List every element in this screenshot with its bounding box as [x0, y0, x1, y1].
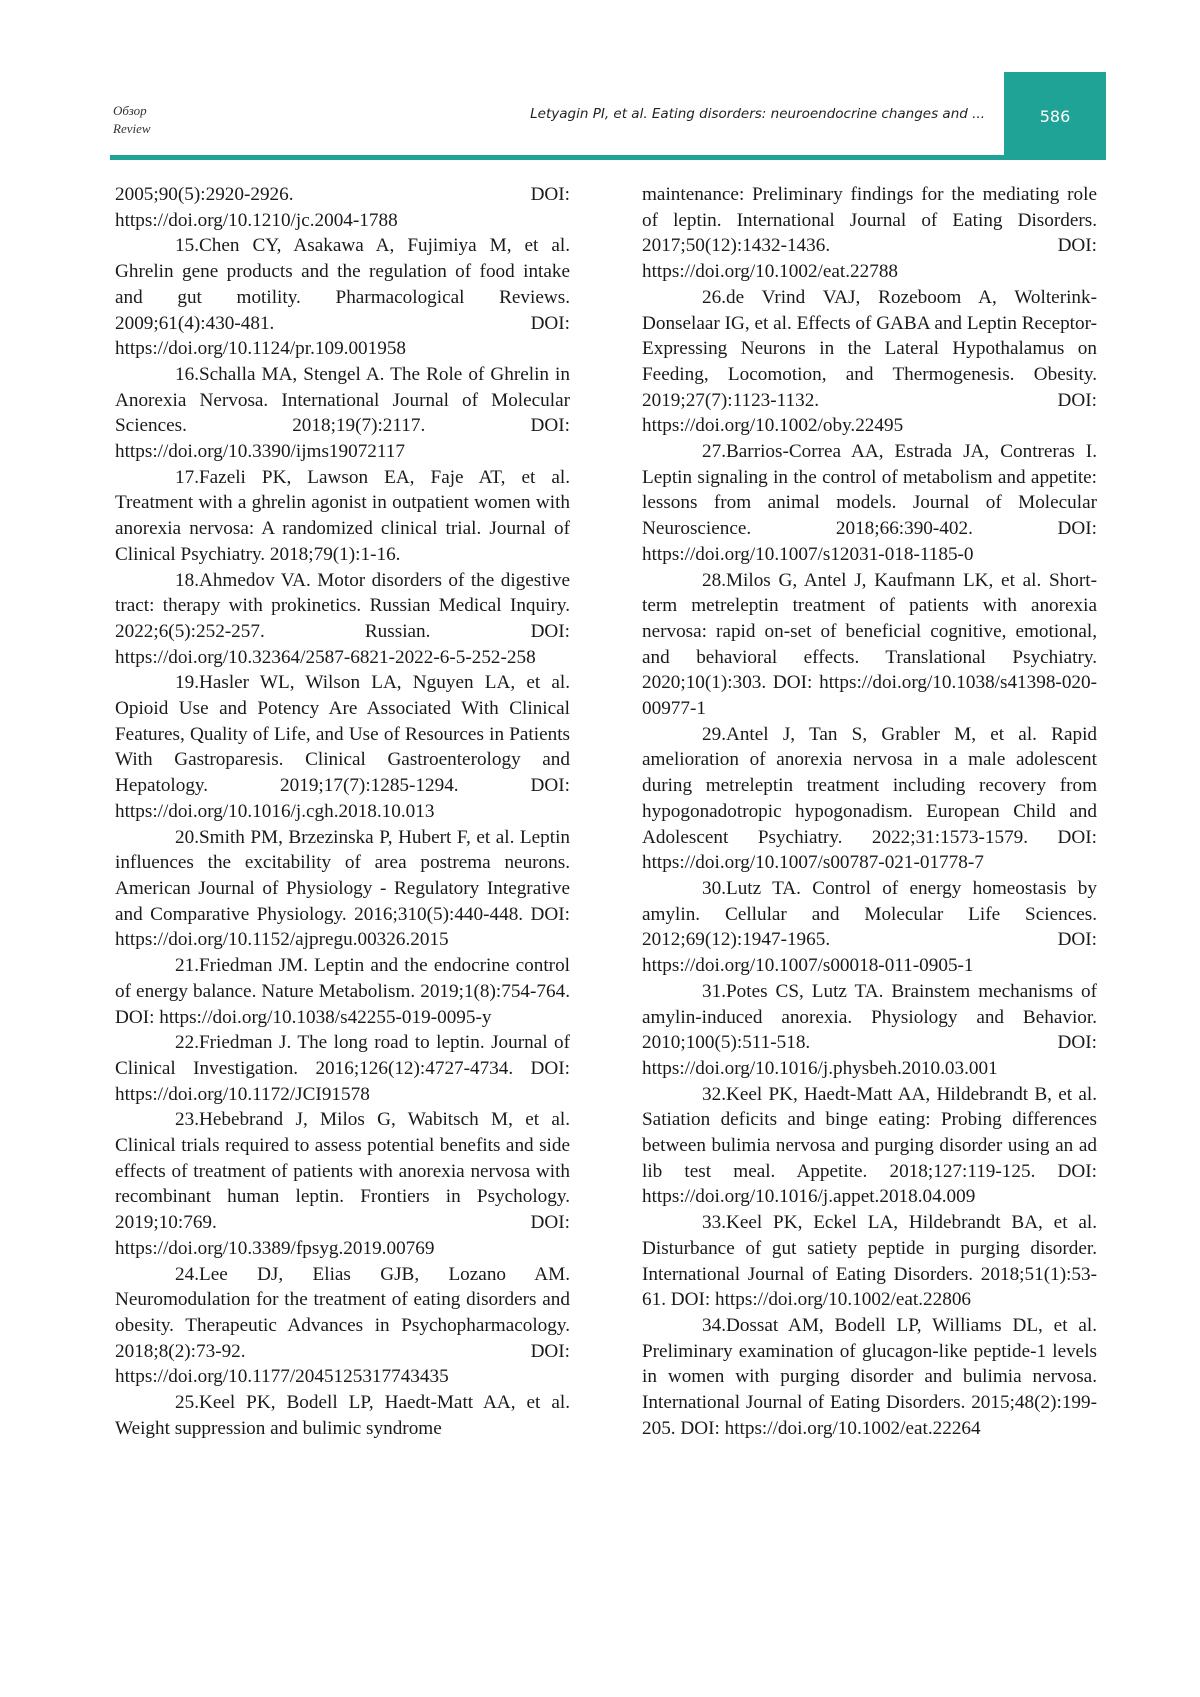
reference-item: [115, 953, 570, 1030]
section-label: [113, 102, 151, 138]
reference-text: Lutz TA. Control of energy homeostasis by amylin. Cellular and Molecular Life Sciences. 2012;69(12):1947-1965. DOI: https://doi.org/10.1007/s00018-011-0905-1: [642, 878, 1097, 976]
reference-item: [115, 362, 570, 465]
reference-number: 19.: [175, 672, 199, 693]
reference-item: [642, 182, 1097, 285]
running-title: Letyagin PI, et al. Eating disorders: neuroendocrine changes and ...: [500, 106, 985, 122]
reference-number: 28.: [702, 570, 726, 591]
reference-number: 31.: [702, 981, 726, 1002]
reference-column-left: [115, 182, 570, 1441]
reference-number: 17.: [175, 467, 199, 488]
reference-text: Keel PK, Eckel LA, Hildebrandt BA, et al. Disturbance of gut satiety peptide in purging disorder. International Journal of Eating Disorders. 2018;51(1):53-61. DOI: https://doi.org/10.1002/eat.22806: [642, 1212, 1097, 1310]
section-label-ru: Обзор: [113, 102, 151, 120]
reference-number: 34.: [702, 1315, 726, 1336]
reference-item: [115, 825, 570, 954]
reference-text: 2005;90(5):2920-2926. DOI: https://doi.org/10.1210/jc.2004-1788: [115, 184, 570, 231]
reference-text: Ahmedov VA. Motor disorders of the digestive tract: therapy with prokinetics. Russian Medical Inquiry. 2022;6(5):252-257. Russian. DOI: https://doi.org/10.32364/2587-6821-2022-6-5-252-258: [115, 570, 570, 668]
reference-number: 23.: [175, 1109, 199, 1130]
reference-text: Chen CY, Asakawa A, Fujimiya M, et al. Ghrelin gene products and the regulation of food intake and gut motility. Pharmacological Reviews. 2009;61(4):430-481. DOI: https://doi.org/10.1124/pr.109.001958: [115, 235, 570, 359]
reference-item: [642, 1313, 1097, 1442]
reference-item: [642, 876, 1097, 979]
reference-text: de Vrind VAJ, Rozeboom A, Wolterink-Donselaar IG, et al. Effects of GABA and Leptin Receptor-Expressing Neurons in the Lateral Hypothalamus on Feeding, Locomotion, and Thermogenesis. Obesity. 2019;27(7):1123-1132. DOI: https://doi.org/10.1002/oby.22495: [642, 287, 1097, 437]
reference-item: [642, 285, 1097, 439]
reference-text: Hebebrand J, Milos G, Wabitsch M, et al. Clinical trials required to assess potential benefits and side effects of treatment of patients with anorexia nervosa with recombinant human leptin. Frontiers in Psychology. 2019;10:769. DOI: https://doi.org/10.3389/fpsyg.2019.00769: [115, 1109, 570, 1259]
reference-text: Potes CS, Lutz TA. Brainstem mechanisms of amylin-induced anorexia. Physiology and Behavior. 2010;100(5):511-518. DOI: https://doi.org/10.1016/j.physbeh.2010.03.001: [642, 981, 1097, 1079]
reference-item: [115, 465, 570, 568]
reference-item: [115, 1262, 570, 1391]
reference-number: 20.: [175, 827, 199, 848]
reference-item: [642, 1082, 1097, 1211]
header-rule: [110, 155, 1106, 160]
reference-number: 15.: [175, 235, 199, 256]
reference-number: 22.: [175, 1032, 199, 1053]
reference-number: 33.: [702, 1212, 726, 1233]
reference-item: [115, 670, 570, 824]
section-label-en: Review: [113, 120, 151, 138]
reference-text: Milos G, Antel J, Kaufmann LK, et al. Short-term metreleptin treatment of patients with anorexia nervosa: rapid on-set of beneficial cognitive, emotional, and behavioral effects. Translational Psychiatry. 2020;10(1):303. DOI: https://doi.org/10.1038/s41398-020-00977-1: [642, 570, 1097, 720]
reference-column-right: [642, 182, 1097, 1441]
reference-text: maintenance: Preliminary findings for the mediating role of leptin. International Journal of Eating Disorders. 2017;50(12):1432-1436. DOI: https://doi.org/10.1002/eat.22788: [642, 184, 1097, 282]
reference-number: 32.: [702, 1084, 726, 1105]
page-number-badge: [1004, 72, 1106, 160]
reference-text: Smith PM, Brzezinska P, Hubert F, et al. Leptin influences the excitability of area postrema neurons. American Journal of Physiology - Regulatory Integrative and Comparative Physiology. 2016;310(5):440-448. DOI: https://doi.org/10.1152/ajpregu.00326.2015: [115, 827, 570, 951]
reference-number: 30.: [702, 878, 726, 899]
page-number: 586: [1040, 107, 1071, 126]
reference-text: Lee DJ, Elias GJB, Lozano AM. Neuromodulation for the treatment of eating disorders and obesity. Therapeutic Advances in Psychopharmacology. 2018;8(2):73-92. DOI: https://doi.org/10.1177/2045125317743435: [115, 1264, 570, 1388]
reference-number: 18.: [175, 570, 199, 591]
reference-item: [115, 1030, 570, 1107]
reference-text: Friedman J. The long road to leptin. Journal of Clinical Investigation. 2016;126(12):4727-4734. DOI: https://doi.org/10.1172/JCI91578: [115, 1032, 570, 1104]
reference-item: [642, 439, 1097, 568]
reference-number: 16.: [175, 364, 199, 385]
reference-item: [642, 1210, 1097, 1313]
reference-number: 21.: [175, 955, 199, 976]
reference-number: 25.: [175, 1392, 199, 1413]
reference-text: Fazeli PK, Lawson EA, Faje AT, et al. Treatment with a ghrelin agonist in outpatient women with anorexia nervosa: A randomized clinical trial. Journal of Clinical Psychiatry. 2018;79(1):1-16.: [115, 467, 570, 565]
reference-item: [115, 568, 570, 671]
reference-text: Dossat AM, Bodell LP, Williams DL, et al. Preliminary examination of glucagon-like peptide-1 levels in women with purging disorder and bulimia nervosa. International Journal of Eating Disorders. 2015;48(2):199-205. DOI: https://doi.org/10.1002/eat.22264: [642, 1315, 1097, 1439]
reference-item: [115, 1390, 570, 1441]
page-header: [0, 0, 1200, 170]
reference-item: [642, 568, 1097, 722]
reference-item: [115, 233, 570, 362]
reference-number: 24.: [175, 1264, 199, 1285]
reference-item: [642, 979, 1097, 1082]
reference-number: 29.: [702, 724, 726, 745]
reference-item: [115, 1107, 570, 1261]
reference-text: Antel J, Tan S, Grabler M, et al. Rapid amelioration of anorexia nervosa in a male adolescent during metreleptin treatment including recovery from hypogonadotropic hypogonadism. European Child and Adolescent Psychiatry. 2022;31:1573-1579. DOI: https://doi.org/10.1007/s00787-021-01778-7: [642, 724, 1097, 874]
reference-text: Hasler WL, Wilson LA, Nguyen LA, et al. Opioid Use and Potency Are Associated With Clinical Features, Quality of Life, and Use of Resources in Patients With Gastroparesis. Clinical Gastroenterology and Hepatology. 2019;17(7):1285-1294. DOI: https://doi.org/10.1016/j.cgh.2018.10.013: [115, 672, 570, 822]
reference-number: 26.: [702, 287, 726, 308]
reference-number: 27.: [702, 441, 726, 462]
reference-item: [642, 722, 1097, 876]
reference-text: Friedman JM. Leptin and the endocrine control of energy balance. Nature Metabolism. 2019;1(8):754-764. DOI: https://doi.org/10.1038/s42255-019-0095-y: [115, 955, 570, 1027]
reference-text: Keel PK, Haedt-Matt AA, Hildebrandt B, et al. Satiation deficits and binge eating: Probing differences between bulimia nervosa and purging disorder using an ad lib test meal. Appetite. 2018;127:119-125. DOI: https://doi.org/10.1016/j.appet.2018.04.009: [642, 1084, 1097, 1208]
reference-text: Keel PK, Bodell LP, Haedt-Matt AA, et al. Weight suppression and bulimic syndrome: [115, 1392, 570, 1439]
reference-text: Barrios-Correa AA, Estrada JA, Contreras I. Leptin signaling in the control of metabolism and appetite: lessons from animal models. Journal of Molecular Neuroscience. 2018;66:390-402. DOI: https://doi.org/10.1007/s12031-018-1185-0: [642, 441, 1097, 565]
reference-item: [115, 182, 570, 233]
reference-text: Schalla MA, Stengel A. The Role of Ghrelin in Anorexia Nervosa. International Journal of Molecular Sciences. 2018;19(7):2117. DOI: https://doi.org/10.3390/ijms19072117: [115, 364, 570, 462]
